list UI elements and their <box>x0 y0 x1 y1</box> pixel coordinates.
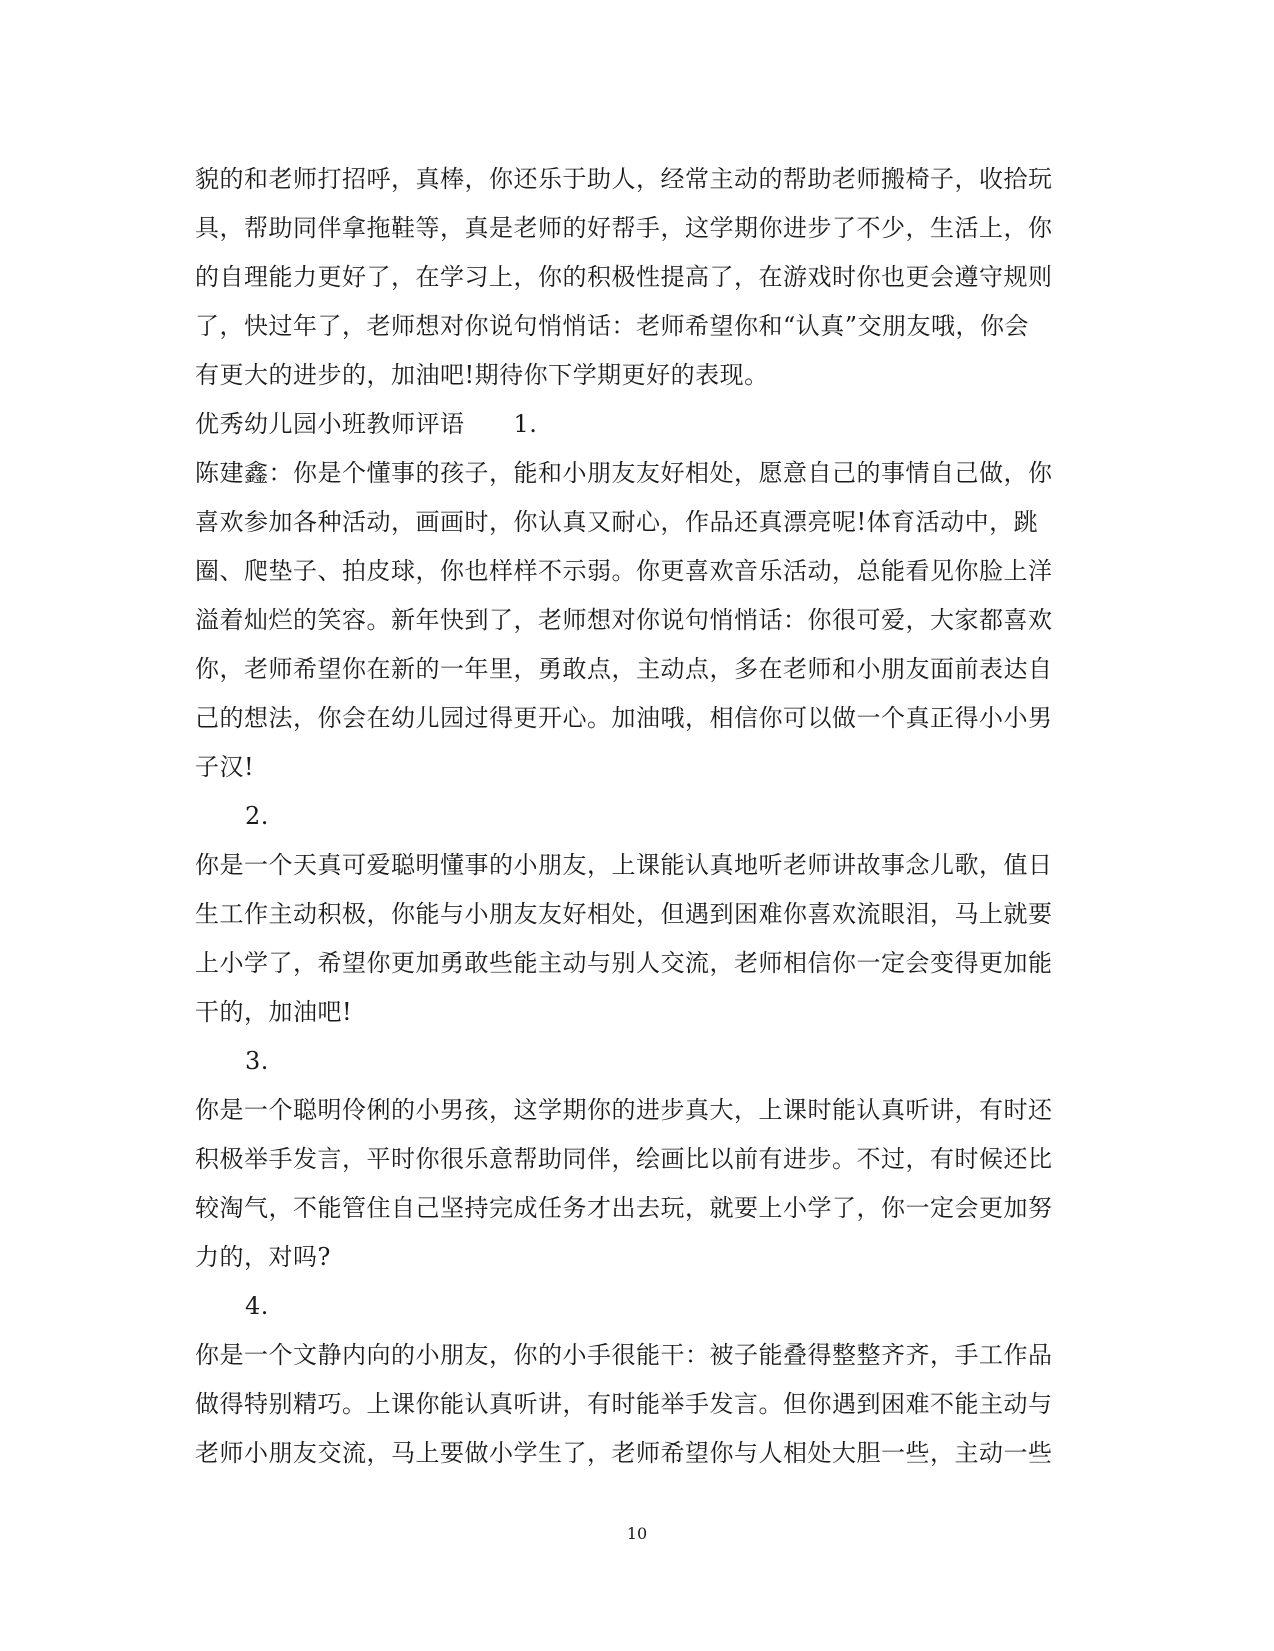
text-line: 了，快过年了，老师想对你说句悄悄话：老师希望你和“认真”交朋友哦，你会 <box>195 312 1030 340</box>
text-line: 的自理能力更好了，在学习上，你的积极性提高了，在游戏时你也更会遵守规则 <box>195 263 1053 291</box>
text-line: 干的，加油吧! <box>195 998 353 1026</box>
page-number: 10 <box>626 1524 648 1543</box>
text-line: 子汉! <box>195 753 255 781</box>
text-line: 力的，对吗? <box>195 1243 331 1271</box>
text-line: 具，帮助同伴拿拖鞋等，真是老师的好帮手，这学期你进步了不少，生活上，你 <box>195 214 1053 242</box>
text-line: 喜欢参加各种活动，画画时，你认真又耐心，作品还真漂亮呢!体育活动中，跳 <box>195 508 1039 536</box>
item-number: 3. <box>245 1047 269 1075</box>
page-body <box>195 155 1075 1478</box>
text-line: 你，老师希望你在新的一年里，勇敢点，主动点，多在老师和小朋友面前表达自 <box>195 655 1053 683</box>
text-line: 做得特别精巧。上课你能认真听讲，有时能举手发言。但你遇到困难不能主动与 <box>195 1390 1053 1418</box>
text-line: 陈建鑫：你是个懂事的孩子，能和小朋友友好相处，愿意自己的事情自己做，你 <box>195 459 1053 487</box>
text-line: 较淘气，不能管住自己坚持完成任务才出去玩，就要上小学了，你一定会更加努 <box>195 1194 1053 1222</box>
text-line: 有更大的进步的，加油吧!期待你下学期更好的表现。 <box>195 361 769 389</box>
text-line: 溢着灿烂的笑容。新年快到了，老师想对你说句悄悄话：你很可爱，大家都喜欢 <box>195 606 1053 634</box>
text-line: 己的想法，你会在幼儿园过得更开心。加油哦，相信你可以做一个真正得小小男 <box>195 704 1053 732</box>
text-line: 生工作主动积极，你能与小朋友友好相处，但遇到困难你喜欢流眼泪，马上就要 <box>195 900 1053 928</box>
text-line: 老师小朋友交流，马上要做小学生了，老师希望你与人相处大胆一些，主动一些 <box>195 1439 1053 1467</box>
text-line: 上小学了，希望你更加勇敢些能主动与别人交流，老师相信你一定会变得更加能 <box>195 949 1053 977</box>
text-line: 你是一个文静内向的小朋友，你的小手很能干：被子能叠得整整齐齐，手工作品 <box>195 1341 1053 1369</box>
text-line: 积极举手发言，平时你很乐意帮助同伴，绘画比以前有进步。不过，有时候还比 <box>195 1145 1053 1173</box>
text-line: 你是一个聪明伶俐的小男孩，这学期你的进步真大，上课时能认真听讲，有时还 <box>195 1096 1053 1124</box>
item-number: 2. <box>245 802 269 830</box>
text-line: 貌的和老师打招呼，真棒，你还乐于助人，经常主动的帮助老师搬椅子，收拾玩 <box>195 165 1053 193</box>
text-line: 你是一个天真可爱聪明懂事的小朋友，上课能认真地听老师讲故事念儿歌，值日 <box>195 851 1053 879</box>
text-line: 圈、爬垫子、拍皮球，你也样样不示弱。你更喜欢音乐活动，总能看见你脸上洋 <box>195 557 1053 585</box>
section-heading: 优秀幼儿园小班教师评语 1. <box>195 410 538 438</box>
item-number: 4. <box>245 1292 269 1320</box>
